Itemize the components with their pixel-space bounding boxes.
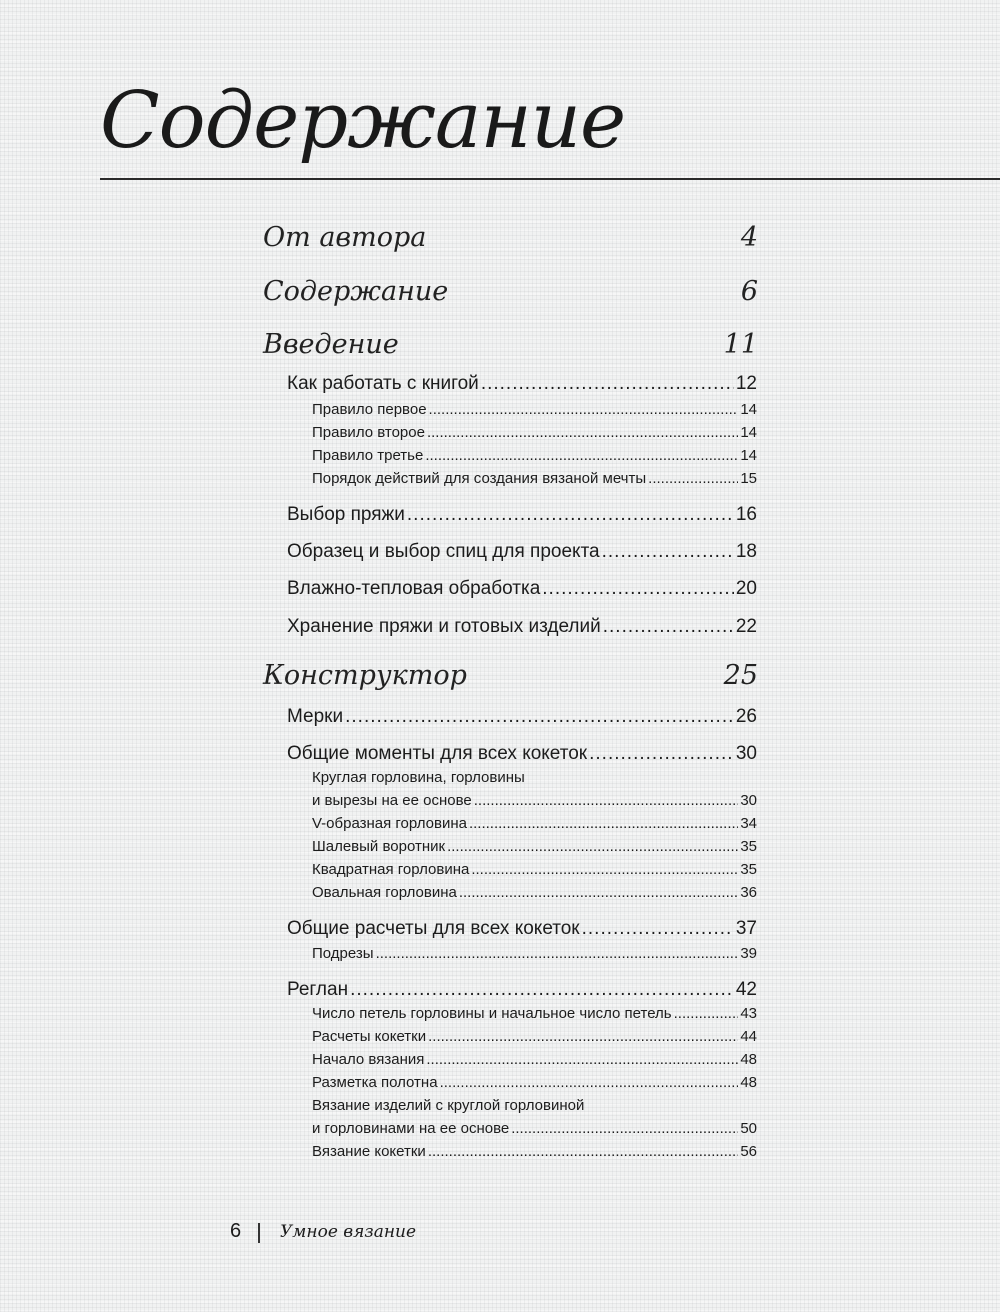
leader-dots [376,945,739,962]
toc-entry-page: 39 [740,945,757,962]
toc-entry-page: 35 [740,838,757,855]
chapter-label: Содержание [263,276,449,307]
chapter-page: 25 [723,660,758,691]
leader-dots [350,979,734,1001]
toc-subentry[interactable] [312,1074,757,1091]
toc-entry-page: 18 [735,541,757,562]
leader-dots [459,884,738,901]
leader-dots [589,743,734,765]
toc-entry[interactable] [287,373,757,395]
leader-dots [425,447,738,464]
toc-subentry-line[interactable]: Круглая горловина, горловины [312,769,525,786]
leader-dots [345,706,734,728]
toc-entry-label: Хранение пряжи и готовых изделий [287,616,601,637]
chapter-label: Введение [263,329,399,360]
toc-entry-page: 20 [735,578,757,599]
toc-subentry[interactable] [312,861,757,878]
toc-entry-label: Вязание кокетки [312,1143,426,1160]
chapter-constructor[interactable] [263,660,758,691]
toc-entry-page: 34 [740,815,757,832]
toc-entry-label: Образец и выбор спиц для проекта [287,541,600,562]
toc-entry-page: 42 [735,979,757,1000]
toc-subentry[interactable] [312,447,757,464]
toc-entry[interactable] [287,918,757,940]
leader-dots [474,792,739,809]
toc-subentry[interactable] [312,1005,757,1022]
toc-subentry[interactable] [312,1028,757,1045]
toc-entry-page: 30 [735,743,757,764]
toc-subentry[interactable] [312,838,757,855]
chapter-from-author[interactable] [263,222,758,253]
toc-entry[interactable] [287,979,757,1001]
leader-dots [429,401,739,418]
toc-entry-page: 43 [740,1005,757,1022]
toc-entry-label: Как работать с книгой [287,373,479,394]
leader-dots [428,1143,739,1160]
toc-entry-page: 14 [740,424,757,441]
toc-entry-label: Порядок действий для создания вязаной мечты [312,470,647,487]
toc-entry-label: Квадратная горловина [312,861,470,878]
toc-entry-page: 48 [740,1051,757,1068]
toc-entry-page: 26 [735,706,757,727]
toc-entry-page: 56 [740,1143,757,1160]
leader-dots [674,1005,739,1022]
chapter-page: 4 [740,222,758,253]
leader-dots [427,424,738,441]
chapter-label: От автора [263,222,427,253]
leader-dots [426,1051,738,1068]
toc-entry-page: 30 [740,792,757,809]
toc-subentry[interactable] [312,1120,757,1137]
toc-entry-page: 22 [735,616,757,637]
toc-entry[interactable] [287,541,757,563]
toc-entry-label: Овальная горловина [312,884,457,901]
leader-dots [582,918,734,940]
toc-entry[interactable] [287,706,757,728]
page-title: Содержание [100,76,626,166]
toc-subentry[interactable] [312,1143,757,1160]
toc-entry[interactable] [287,504,757,526]
chapter-page: 11 [723,329,758,360]
toc-entry-page: 14 [740,401,757,418]
toc-subentry[interactable] [312,401,757,418]
toc-entry-page: 15 [740,470,757,487]
footer-book-title: Умное вязание [280,1222,417,1242]
toc-subentry-line[interactable]: Вязание изделий с круглой горловиной [312,1097,585,1114]
toc-entry-label: Шалевый воротник [312,838,446,855]
leader-dots [542,578,734,600]
toc-subentry[interactable] [312,424,757,441]
toc-entry-page: 37 [735,918,757,939]
leader-dots [511,1120,738,1137]
toc-entry-page: 36 [740,884,757,901]
toc-subentry[interactable] [312,884,757,901]
toc-entry-label: V-образная горловина [312,815,467,832]
toc-entry[interactable] [287,578,757,600]
leader-dots [481,373,734,395]
toc-entry-label: Влажно-тепловая обработка [287,578,541,599]
leader-dots [407,504,734,526]
toc-entry-label: Реглан [287,979,349,1000]
toc-entry[interactable] [287,616,757,638]
leader-dots [471,861,738,878]
toc-entry-label: и вырезы на ее основе [312,792,472,809]
chapter-introduction[interactable] [263,329,758,360]
chapter-contents[interactable] [263,276,758,307]
leader-dots [602,541,734,563]
toc-entry-page: 16 [735,504,757,525]
toc-entry[interactable] [287,743,757,765]
toc-entry-label: Число петель горловины и начальное число петель [312,1005,672,1022]
toc-entry-label: Правило второе [312,424,425,441]
toc-entry-label: Общие расчеты для всех кокеток [287,918,580,939]
toc-subentry[interactable] [312,470,757,487]
toc-subentry[interactable] [312,792,757,809]
toc-entry-label: Выбор пряжи [287,504,405,525]
footer-page-number: 6 [230,1220,242,1242]
toc-entry-page: 44 [740,1028,757,1045]
toc-subentry[interactable] [312,945,757,962]
toc-entry-page: 48 [740,1074,757,1091]
toc-entry-page: 12 [735,373,757,394]
toc-entry-label: Общие моменты для всех кокеток [287,743,588,764]
toc-entry-label: Разметка полотна [312,1074,438,1091]
toc-entry-label: Правило третье [312,447,424,464]
leader-dots [428,1028,738,1045]
toc-entry-page: 14 [740,447,757,464]
toc-entry-page: 35 [740,861,757,878]
leader-dots [648,470,738,487]
chapter-page: 6 [740,276,758,307]
toc-entry-label: Начало вязания [312,1051,425,1068]
toc-subentry[interactable] [312,1051,757,1068]
toc-entry-label: Правило первое [312,401,427,418]
toc-entry-label: Мерки [287,706,344,727]
chapter-label: Конструктор [263,660,467,691]
leader-dots [469,815,738,832]
leader-dots [603,616,734,638]
footer-divider [258,1223,260,1243]
title-divider [100,178,1000,180]
leader-dots [440,1074,739,1091]
leader-dots [447,838,738,855]
toc-entry-page: 50 [740,1120,757,1137]
toc-subentry[interactable] [312,815,757,832]
toc-entry-label: Расчеты кокетки [312,1028,427,1045]
toc-entry-label: Подрезы [312,945,374,962]
toc-entry-label: и горловинами на ее основе [312,1120,510,1137]
